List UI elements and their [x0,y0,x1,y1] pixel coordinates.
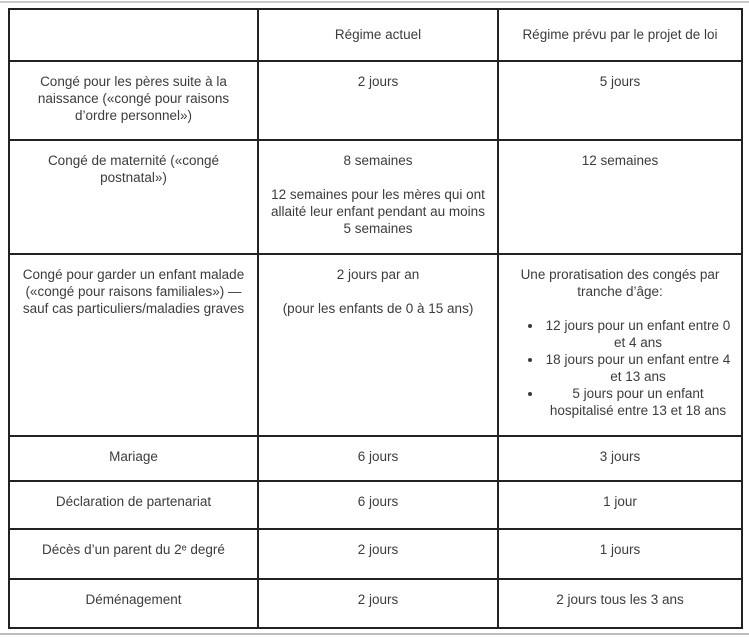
leave-comparison-table [8,8,743,629]
cell-paragraph: Déclaration de partenariat [55,494,212,509]
cell-leave-type [9,481,258,529]
cell-regime-prevu [498,254,742,436]
bullet-item: • 12 jours pour un enfant entre 0 et 4 ans [543,317,733,351]
cell-paragraph: Déménagement [85,592,182,607]
table-row [9,579,742,628]
table-row [9,254,742,436]
bullet-list [507,317,733,419]
cell-paragraph: 6 jours [357,494,399,509]
cell-paragraph: 8 semaines [343,153,413,168]
header-row [9,9,742,61]
cell-leave-type [9,436,258,481]
cell-paragraph: 3 jours [599,449,641,464]
cell-leave-type [9,254,258,436]
bottom-horizontal-rule [0,633,749,635]
cell-paragraph: (pour les enfants de 0 à 15 ans) [282,301,474,316]
cell-regime-actuel [258,481,498,529]
cell-paragraph: 2 jours [357,74,399,89]
cell-regime-prevu [498,61,742,140]
cell-leave-type [9,140,258,254]
cell-paragraph: 1 jour [603,494,637,509]
cell-regime-actuel [258,579,498,628]
column-header-regime-actuel: Régime actuel [258,9,498,61]
cell-paragraph: Congé pour les pères suite à la naissance («congé pour raisons d’ordre personnel») [37,74,230,123]
cell-paragraph: 2 jours [357,592,399,607]
cell-paragraph: 2 jours [357,542,399,557]
cell-regime-actuel [258,529,498,579]
cell-regime-actuel [258,436,498,481]
cell-paragraph: 2 jours tous les 3 ans [556,592,684,607]
cell-paragraph: Une proratisation des congés par tranche d’âge: [520,267,720,299]
cell-paragraph: Congé pour garder un enfant malade («congé pour raisons familiales») — sauf cas particuliers/maladies graves [22,267,245,316]
bullet-item: • 18 jours pour un enfant entre 4 et 13 ans [543,351,733,385]
cell-paragraph: 2 jours par an [336,267,420,282]
cell-paragraph: 5 jours [599,74,641,89]
cell-paragraph: 6 jours [357,449,399,464]
table-row [9,61,742,140]
table-row [9,436,742,481]
table-row [9,529,742,579]
column-header-empty [9,9,258,61]
cell-regime-actuel [258,254,498,436]
cell-paragraph: Mariage [109,449,158,464]
table-body [9,61,742,628]
top-horizontal-rule [0,1,749,3]
column-header-regime-prevu: Régime prévu par le projet de loi [498,9,742,61]
cell-leave-type [9,529,258,579]
cell-regime-prevu [498,140,742,254]
cell-leave-type [9,61,258,140]
cell-paragraph: 12 semaines [581,153,659,168]
cell-regime-actuel [258,140,498,254]
cell-leave-type [9,579,258,628]
table-row [9,140,742,254]
cell-paragraph: 1 jours [599,542,641,557]
table-row [9,481,742,529]
cell-regime-actuel [258,61,498,140]
cell-regime-prevu [498,579,742,628]
bullet-item: • 5 jours pour un enfant hospitalisé entre 13 et 18 ans [543,385,733,419]
cell-regime-prevu [498,436,742,481]
cell-paragraph: Décès d’un parent du 2ᵉ degré [42,542,225,557]
cell-paragraph: 12 semaines pour les mères qui ont allaité leur enfant pendant au moins 5 semaines [271,187,485,236]
cell-regime-prevu [498,481,742,529]
cell-paragraph: Congé de maternité («congé postnatal») [47,153,220,185]
cell-regime-prevu [498,529,742,579]
